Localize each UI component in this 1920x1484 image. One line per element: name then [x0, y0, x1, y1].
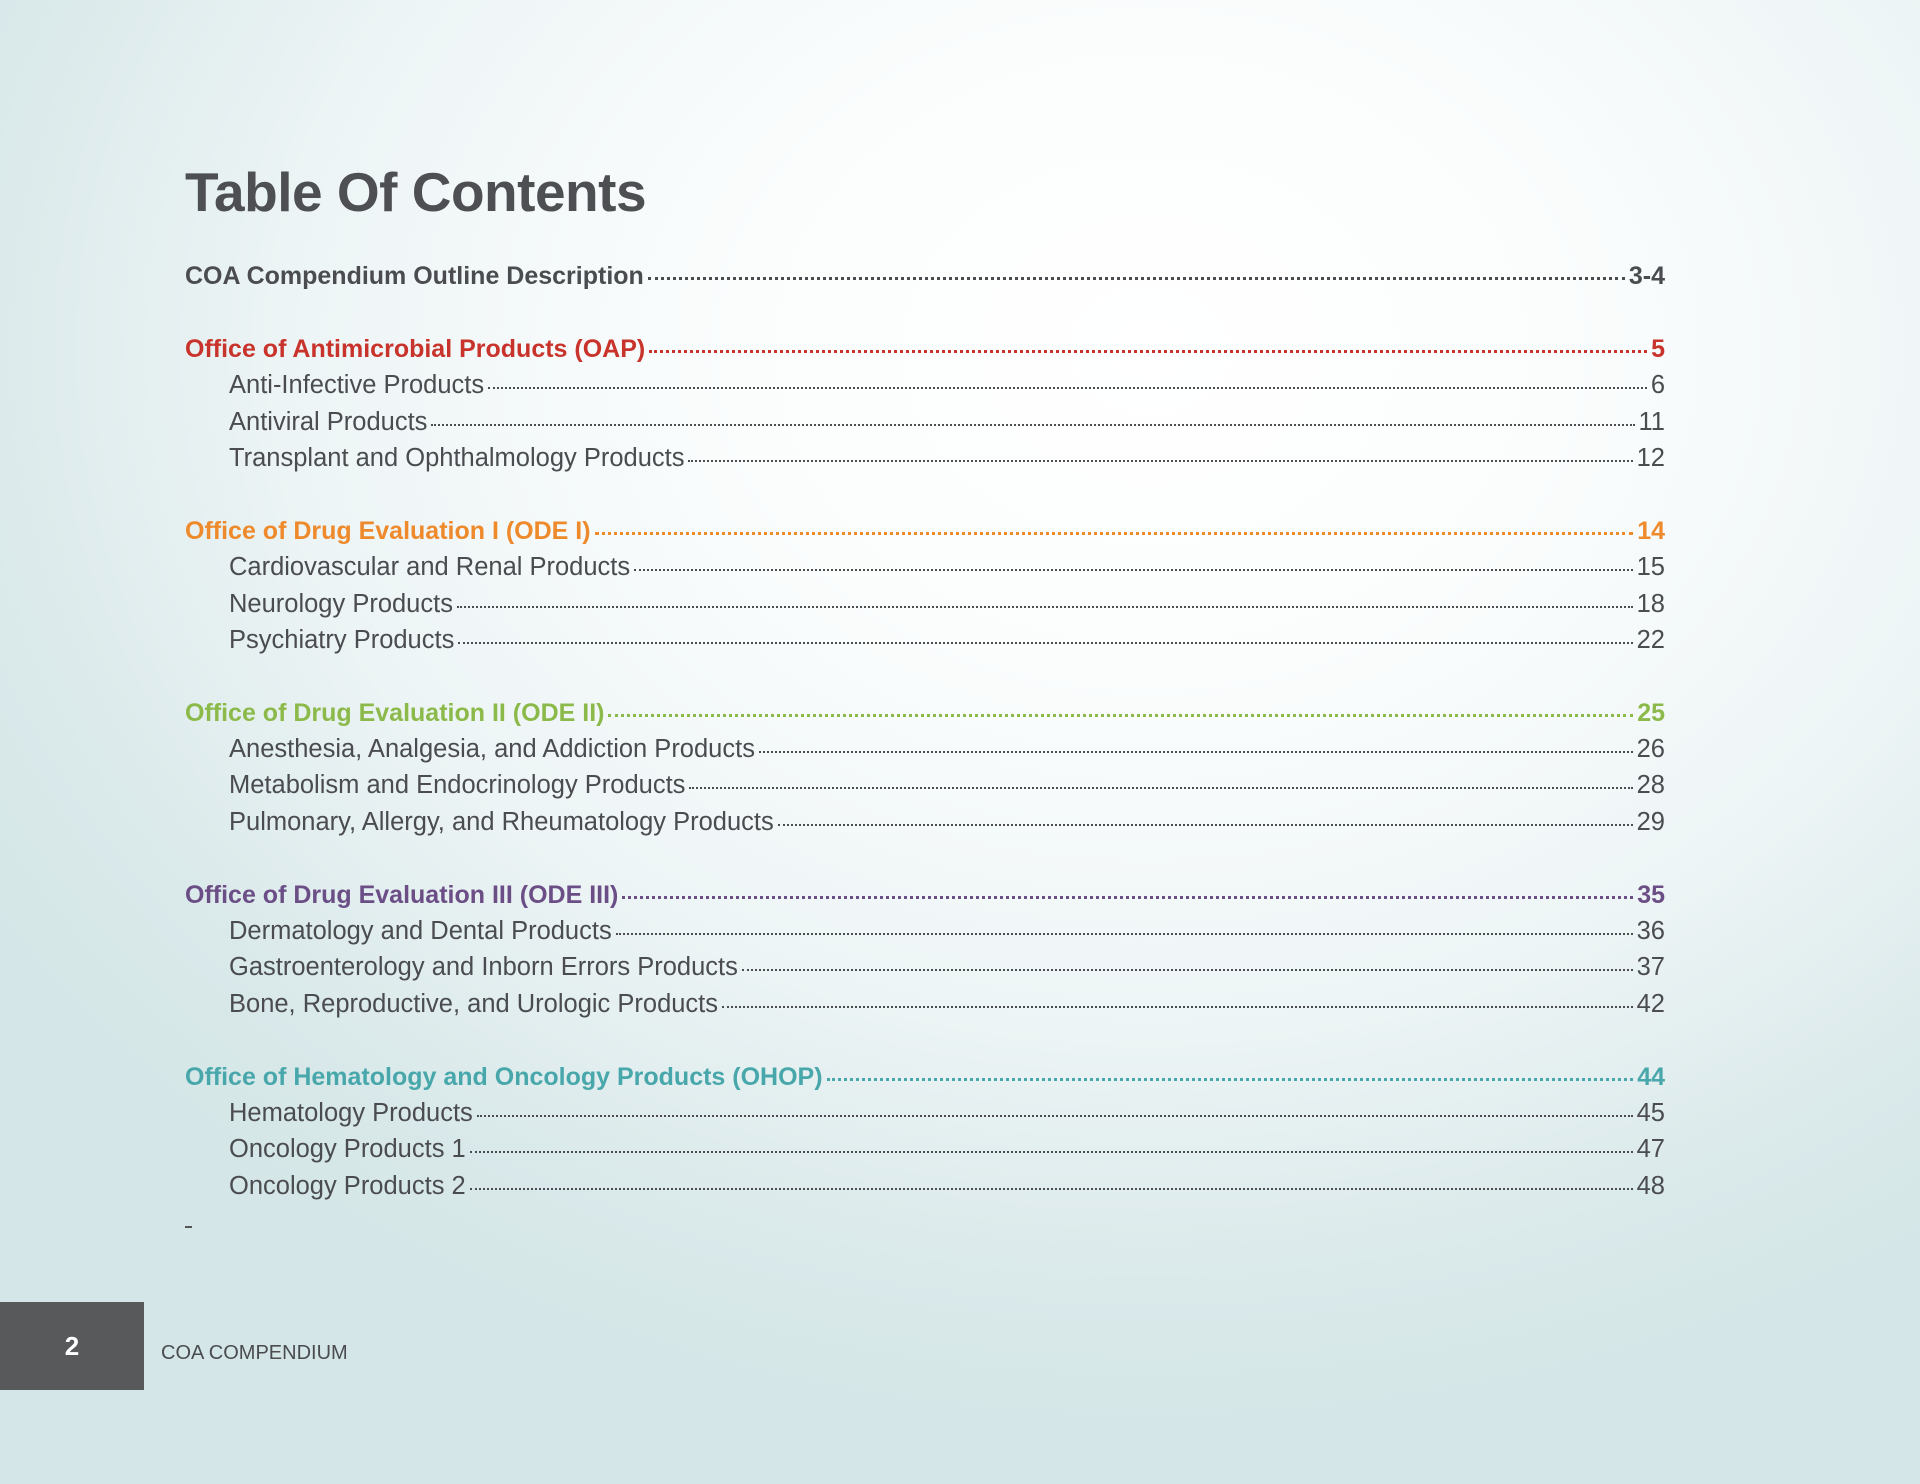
table-of-contents — [185, 262, 1665, 1208]
toc-section-page: 44 — [1637, 1062, 1665, 1091]
dot-leader — [470, 1151, 1633, 1153]
toc-item[interactable] — [185, 1099, 1665, 1135]
toc-entry-page: 3-4 — [1628, 262, 1665, 290]
dot-leader — [827, 1078, 1634, 1081]
toc-item-label: Cardiovascular and Renal Products — [229, 553, 631, 582]
toc-item-page: 12 — [1636, 443, 1665, 472]
toc-item-label: Anesthesia, Analgesia, and Addiction Products — [229, 735, 755, 764]
toc-item-label: Gastroenterology and Inborn Errors Products — [229, 953, 738, 982]
toc-section-label: Office of Drug Evaluation II (ODE II) — [185, 698, 605, 727]
toc-section-ohop[interactable] — [185, 1063, 1665, 1099]
toc-item[interactable] — [185, 408, 1665, 444]
toc-item[interactable] — [185, 917, 1665, 953]
dot-leader — [649, 350, 1647, 353]
dot-leader — [742, 969, 1633, 971]
toc-item-page: 22 — [1636, 625, 1665, 654]
toc-item-page: 29 — [1636, 807, 1665, 836]
toc-item-page: 11 — [1638, 407, 1665, 436]
toc-item-label: Bone, Reproductive, and Urologic Products — [229, 989, 719, 1018]
dot-leader — [488, 387, 1647, 389]
toc-section-page: 14 — [1637, 516, 1665, 545]
toc-section-label: Office of Hematology and Oncology Products (OHOP) — [185, 1062, 823, 1091]
toc-section-ode-3[interactable] — [185, 881, 1665, 917]
toc-item-label: Dermatology and Dental Products — [229, 917, 612, 946]
dot-leader — [648, 277, 1625, 280]
toc-item[interactable] — [185, 553, 1665, 589]
dot-leader — [608, 714, 1633, 717]
dot-leader — [722, 1006, 1633, 1008]
toc-item-page: 18 — [1636, 589, 1665, 618]
toc-item[interactable] — [185, 371, 1665, 407]
toc-item-label: Transplant and Ophthalmology Products — [229, 443, 685, 472]
toc-item-label: Psychiatry Products — [229, 625, 455, 654]
toc-section-page: 35 — [1637, 880, 1665, 909]
dot-leader — [688, 460, 1632, 462]
toc-section-label: Office of Drug Evaluation III (ODE III) — [185, 880, 619, 909]
toc-item[interactable] — [185, 626, 1665, 662]
footer-title: COA COMPENDIUM — [161, 1342, 348, 1364]
toc-item[interactable] — [185, 444, 1665, 480]
toc-item[interactable] — [185, 771, 1665, 807]
toc-section-label: Office of Drug Evaluation I (ODE I) — [185, 516, 591, 545]
toc-item-label: Antiviral Products — [229, 407, 428, 436]
toc-item-page: 6 — [1650, 371, 1665, 400]
toc-section-oap[interactable] — [185, 335, 1665, 371]
dot-leader — [689, 787, 1632, 789]
dot-leader — [634, 569, 1632, 571]
toc-item-label: Metabolism and Endocrinology Products — [229, 771, 686, 800]
dot-leader — [778, 824, 1633, 826]
toc-item[interactable] — [185, 1135, 1665, 1171]
dot-leader — [457, 606, 1633, 608]
toc-item-page: 36 — [1636, 917, 1665, 946]
toc-item-label: Hematology Products — [229, 1098, 473, 1127]
dot-leader — [431, 424, 1634, 426]
toc-section-ode-1[interactable] — [185, 517, 1665, 553]
toc-item-page: 45 — [1636, 1098, 1665, 1127]
toc-item[interactable] — [185, 953, 1665, 989]
toc-item-page: 26 — [1636, 735, 1665, 764]
toc-item-label: Oncology Products 2 — [229, 1171, 466, 1200]
toc-section-ode-2[interactable] — [185, 699, 1665, 735]
dot-leader — [477, 1115, 1633, 1117]
toc-item-label: Neurology Products — [229, 589, 453, 618]
toc-item-page: 42 — [1636, 989, 1665, 1018]
toc-item[interactable] — [185, 808, 1665, 844]
toc-item-page: 28 — [1636, 771, 1665, 800]
toc-item-label: Pulmonary, Allergy, and Rheumatology Products — [229, 807, 774, 836]
toc-section-page: 5 — [1651, 334, 1665, 363]
page-number-box — [0, 1302, 144, 1390]
toc-section-label: Office of Antimicrobial Products (OAP) — [185, 334, 646, 363]
toc-item[interactable] — [185, 990, 1665, 1026]
toc-item-page: 47 — [1636, 1135, 1665, 1164]
dash-mark — [185, 1226, 192, 1228]
toc-item[interactable] — [185, 735, 1665, 771]
toc-section-page: 25 — [1637, 698, 1665, 727]
toc-item-page: 15 — [1636, 553, 1665, 582]
toc-entry-label: COA Compendium Outline Description — [185, 262, 644, 290]
page-title: Table Of Contents — [185, 161, 647, 223]
dot-leader — [622, 896, 1633, 899]
toc-item-label: Oncology Products 1 — [229, 1135, 466, 1164]
toc-item-label: Anti-Infective Products — [229, 371, 485, 400]
dot-leader — [458, 642, 1632, 644]
toc-intro-entry[interactable] — [185, 262, 1665, 298]
toc-item[interactable] — [185, 1172, 1665, 1208]
toc-item-page: 37 — [1636, 953, 1665, 982]
toc-item[interactable] — [185, 590, 1665, 626]
dot-leader — [470, 1188, 1633, 1190]
page-number: 2 — [64, 1330, 80, 1361]
dot-leader — [759, 751, 1633, 753]
toc-item-page: 48 — [1636, 1171, 1665, 1200]
dot-leader — [616, 933, 1633, 935]
dot-leader — [595, 532, 1634, 535]
